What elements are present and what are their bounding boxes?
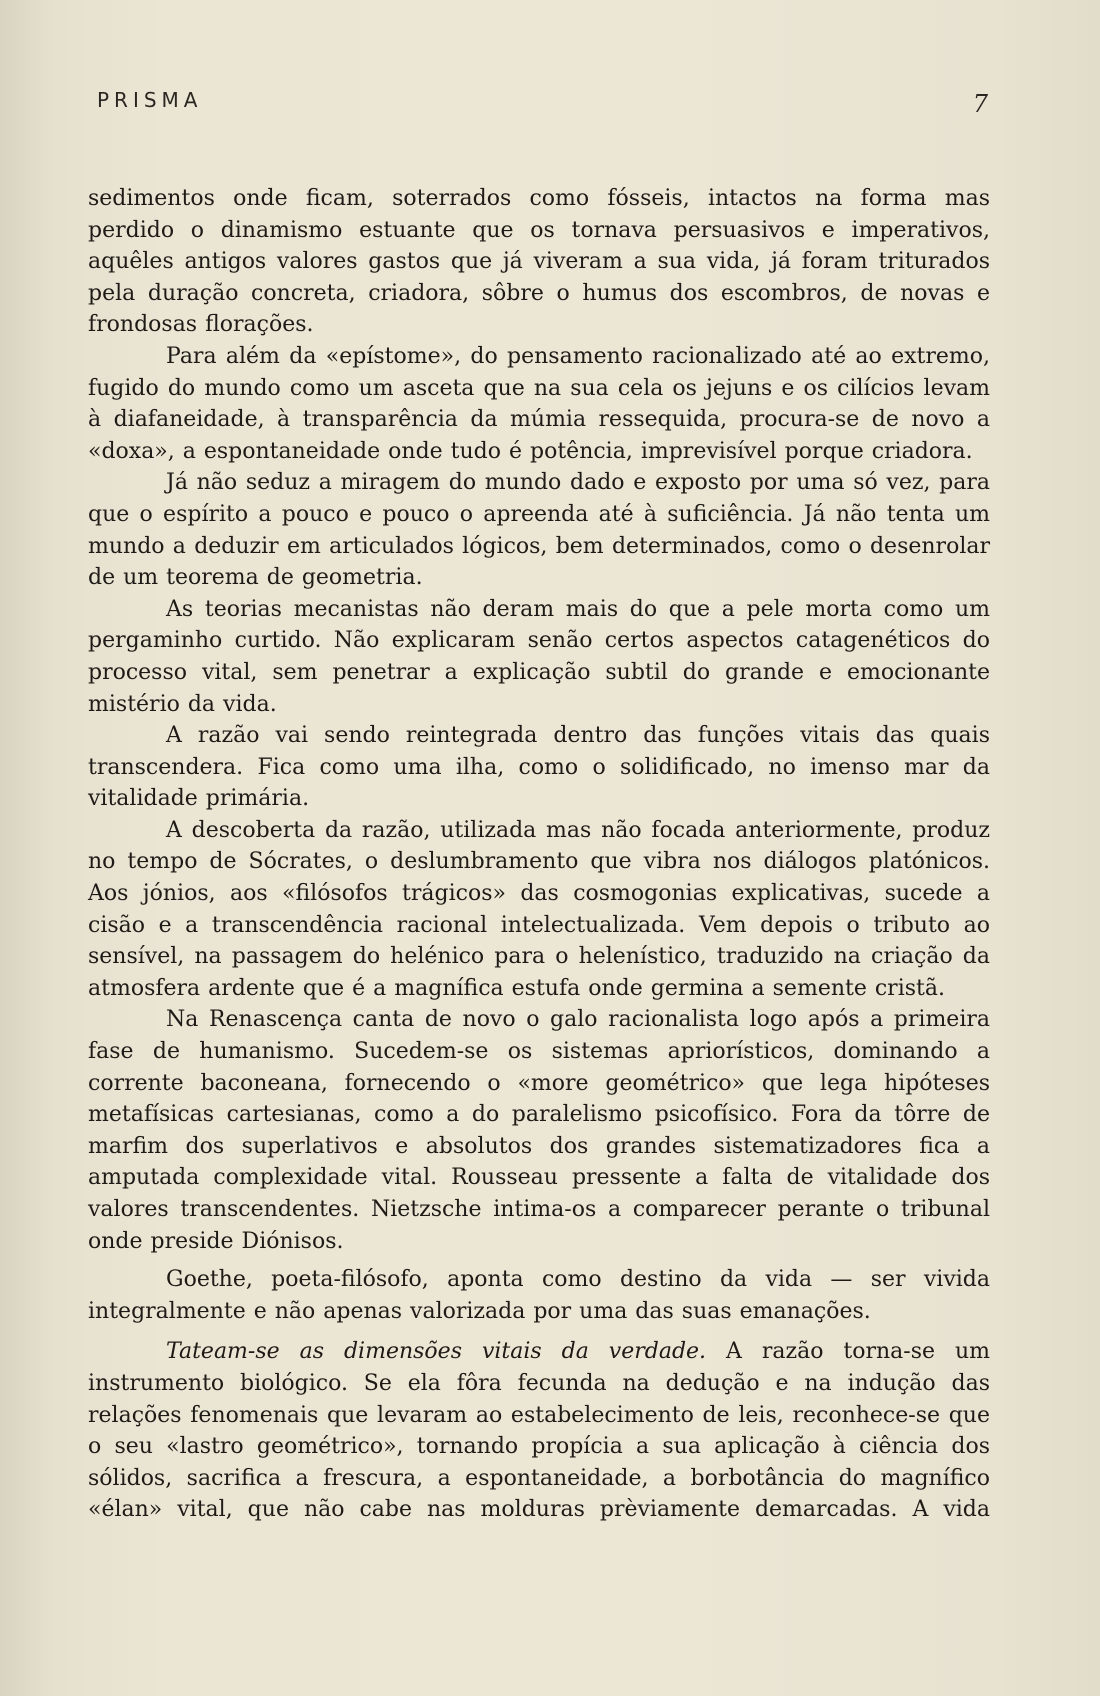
paragraph-8: Goethe, poeta-filósofo, aponta como destino da vida — ser vivida integralmente e não apenas valorizada por uma das suas emanações. (88, 1267, 990, 1324)
paragraph-9-text: A razão torna-se um instrumento biológico. Se ela fôra fecunda na dedução e na indução das relações fenomenais que levaram ao estabelecimento de leis, reconhece-se que o seu «lastro geométrico», tornando propícia a sua aplicação à ciência dos sólidos, sacrifica a frescura, a espontaneidade, a borbotância do magnífico «élan» vital, que não cabe nas molduras prèviamente demarcadas. A vida (88, 1339, 991, 1523)
paragraph-5: A razão vai sendo reintegrada dentro das funções vitais das quais transcendera. Fica como uma ilha, como o solidificado, no imenso mar da vitalidade primária. (88, 723, 990, 812)
italic-lead: Tateam-se as dimensões vitais da verdade. (166, 1339, 707, 1365)
paragraph-2: Para além da «epístome», do pensamento racionalizado até ao extremo, fugido do mundo como um asceta que na sua cela os jejuns e os cilícios levam à diafaneidade, à transparência da múmia ressequida, procura-se de novo a «doxa», a espontaneidade onde tudo é potência, imprevisível porque criadora. (88, 343, 990, 464)
page-number: 7 (972, 90, 988, 118)
paragraph-1: sedimentos onde ficam, soterrados como fósseis, intactos na forma mas perdido o dinamismo estuante que os tornava persuasivos e imperativos, aquêles antigos valores gastos que já viveram a sua vida, já foram triturados pela duração concreta, criadora, sôbre o humus dos escombros, de novas e frondosas florações. (88, 186, 990, 338)
paragraph-9 (88, 1336, 990, 1526)
paragraph-4: As teorias mecanistas não deram mais do que a pele morta como um pergaminho curtido. Não explicaram senão certos aspectos catagenéticos do processo vital, sem penetrar a explicação subtil do grande e emocionante mistério da vida. (88, 596, 990, 717)
paragraph-6: A descoberta da razão, utilizada mas não focada anteriormente, produz no tempo de Sócrates, o deslumbramento que vibra nos diálogos platónicos. Aos jónios, aos «filósofos trágicos» das cosmogonias explicativas, sucede a cisão e a transcendência racional intelectualizada. Vem depois o tributo ao sensível, na passagem do helénico para o helenístico, traduzido na criação da atmosfera ardente que é a magnífica estufa onde germina a semente cristã. (88, 817, 990, 1001)
running-head (97, 88, 997, 118)
paragraph-7: Na Renascença canta de novo o galo racionalista logo após a primeira fase de humanismo. Sucedem-se os sistemas apriorísticos, dominando a corrente baconeana, fornecendo o «more geométrico» que lega hipóteses metafísicas cartesianas, como a do paralelismo psicofísico. Fora da tôrre de marfim dos superlativos e absolutos dos grandes sistematizadores fica a amputada complexidade vital. Rousseau pressente a falta de vitalidade dos valores transcendentes. Nietzsche intima-os a comparecer perante o tribunal onde preside Diónisos. (88, 1007, 990, 1254)
body-text (88, 183, 990, 1526)
paragraph-3: Já não seduz a miragem do mundo dado e exposto por uma só vez, para que o espírito a pouco e pouco o apreenda até à suficiência. Já não tenta um mundo a deduzir em articulados lógicos, bem determinados, como o desenrolar de um teorema de geometria. (88, 470, 990, 591)
journal-title: PRISMA (97, 88, 203, 112)
